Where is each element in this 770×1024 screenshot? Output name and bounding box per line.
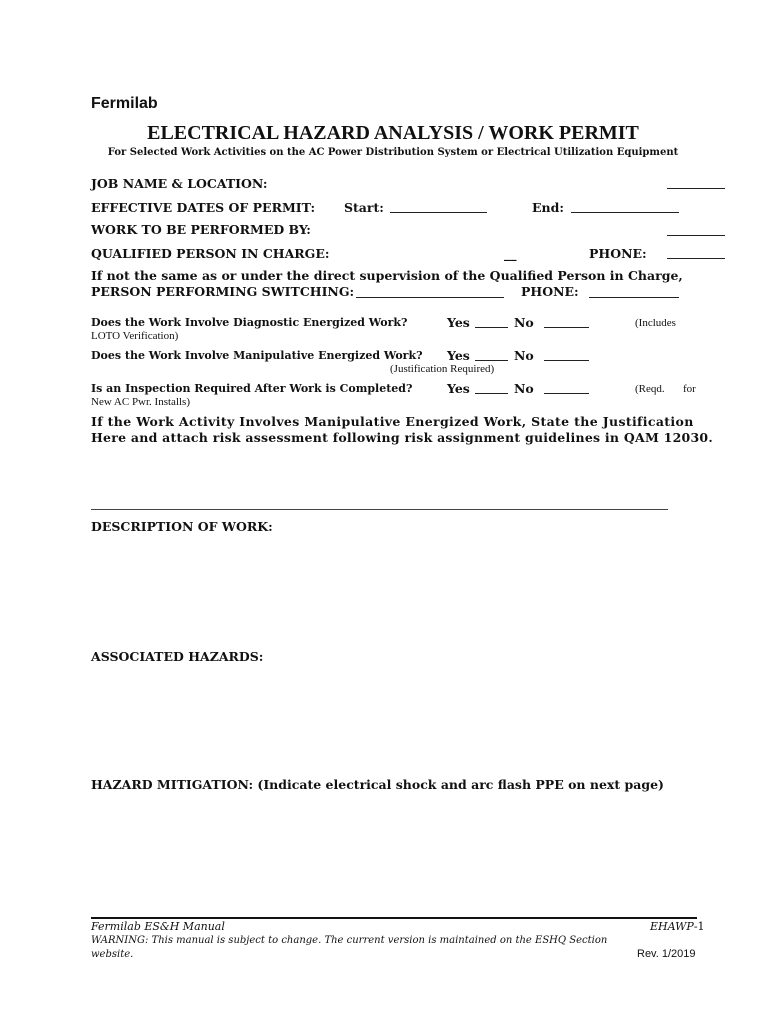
start-date-field[interactable]: [390, 212, 487, 213]
work-by-field[interactable]: [667, 235, 725, 236]
q3-no-label: No: [514, 381, 534, 396]
q3-note-for: for: [683, 383, 696, 395]
q2-no-label: No: [514, 348, 534, 363]
switching-label: PERSON PERFORMING SWITCHING:: [91, 284, 355, 299]
q1-yes-field[interactable]: [475, 327, 508, 328]
q1-no-label: No: [514, 315, 534, 330]
switching-phone-field[interactable]: [589, 297, 679, 298]
q2-yes-field[interactable]: [475, 360, 508, 361]
q3-note-cont: New AC Pwr. Installs): [91, 396, 190, 408]
footer-doc-code: EHAWP: [650, 920, 694, 933]
org-name: Fermilab: [91, 95, 158, 112]
switching-field[interactable]: [356, 297, 504, 298]
start-label: Start:: [344, 200, 384, 215]
qualified-person-field[interactable]: __: [504, 246, 517, 261]
effective-dates-label: EFFECTIVE DATES OF PERMIT:: [91, 200, 316, 215]
supervision-note: If not the same as or under the direct supervision of the Qualified Person in Charge,: [91, 268, 683, 283]
question-inspection: Is an Inspection Required After Work is Completed?: [91, 382, 413, 395]
footer-doc-number: [650, 920, 705, 933]
q2-yes-label: Yes: [447, 348, 470, 363]
qualified-person-label: QUALIFIED PERSON IN CHARGE:: [91, 246, 330, 261]
mitigation-heading: HAZARD MITIGATION: (Indicate electrical shock and arc flash PPE on next page): [91, 777, 664, 792]
q3-note: (Reqd.: [635, 383, 665, 395]
q1-note: (Includes: [635, 317, 676, 329]
justification-field[interactable]: [91, 509, 668, 510]
justification-line-2: Here and attach risk assessment following risk assignment guidelines in QAM 12030.: [91, 430, 713, 445]
end-label: End:: [532, 200, 564, 215]
switching-phone-label: PHONE:: [521, 284, 579, 299]
q2-note: (Justification Required): [390, 363, 495, 375]
footer-revision: Rev. 1/2019: [637, 948, 696, 960]
q1-note-cont: LOTO Verification): [91, 330, 179, 342]
end-date-field[interactable]: [571, 212, 679, 213]
q3-no-field[interactable]: [544, 393, 589, 394]
job-name-field[interactable]: [667, 188, 725, 189]
footer-doc-page: -1: [693, 920, 705, 933]
description-heading: DESCRIPTION OF WORK:: [91, 519, 273, 534]
q1-yes-label: Yes: [447, 315, 470, 330]
question-diagnostic: Does the Work Involve Diagnostic Energized Work?: [91, 316, 408, 329]
justification-line-1: If the Work Activity Involves Manipulative Energized Work, State the Justification: [91, 414, 694, 429]
page-subtitle: For Selected Work Activities on the AC Power Distribution System or Electrical Utilization Equipment: [107, 147, 679, 158]
q1-no-field[interactable]: [544, 327, 589, 328]
phone-field[interactable]: [667, 258, 725, 259]
question-manipulative: Does the Work Involve Manipulative Energized Work?: [91, 349, 423, 362]
job-name-label: JOB NAME & LOCATION:: [91, 176, 268, 191]
q3-yes-field[interactable]: [475, 393, 508, 394]
footer-warning-cont: website.: [91, 949, 134, 960]
footer-warning: WARNING: This manual is subject to change. The current version is maintained on the ESHQ Section: [91, 935, 608, 946]
footer-rule: [91, 917, 697, 919]
work-by-label: WORK TO BE PERFORMED BY:: [91, 222, 311, 237]
page-title: ELECTRICAL HAZARD ANALYSIS / WORK PERMIT: [147, 122, 639, 144]
hazards-heading: ASSOCIATED HAZARDS:: [91, 649, 264, 664]
q3-yes-label: Yes: [447, 381, 470, 396]
footer-manual: Fermilab ES&H Manual: [91, 920, 225, 933]
q2-no-field[interactable]: [544, 360, 589, 361]
phone-label: PHONE:: [589, 246, 647, 261]
